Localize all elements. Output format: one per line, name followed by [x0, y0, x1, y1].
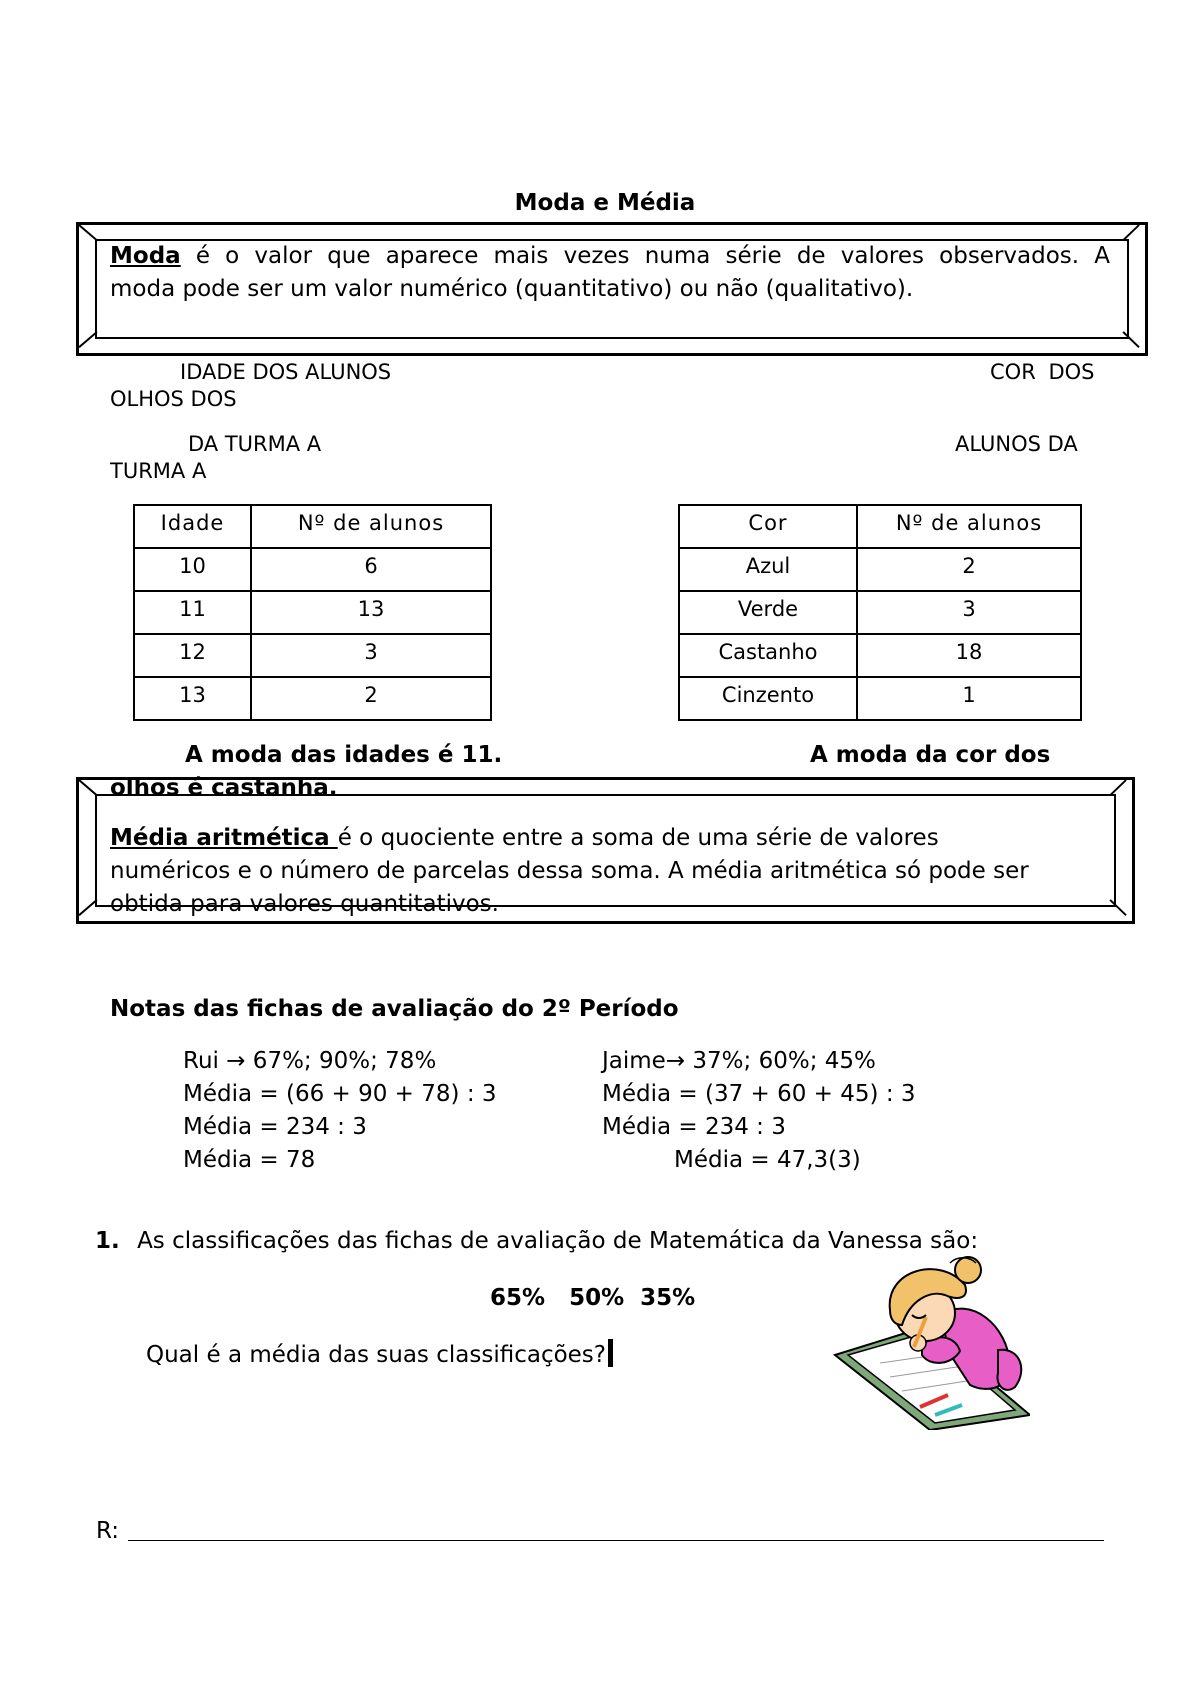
table-row — [134, 548, 491, 591]
page-title: Moda e Média — [514, 190, 696, 216]
jaime-grades: Jaime→ 37%; 60%; 45% — [602, 1048, 876, 1074]
table-row — [134, 677, 491, 720]
media-definition-line3: obtida para valores quantitativos. — [110, 891, 499, 917]
age-cell: 11 — [134, 591, 251, 634]
notes-heading: Notas das fichas de avaliação do 2º Período — [110, 996, 679, 1022]
media-definition-line2: numéricos e o número de parcelas dessa soma. A média aritmética só pode ser — [110, 858, 1029, 884]
age-cell: 13 — [134, 677, 251, 720]
rui-grades: Rui → 67%; 90%; 78% — [183, 1048, 437, 1074]
age-caption-line2: DA TURMA A — [188, 432, 322, 456]
media-definition-text — [110, 822, 1110, 921]
table-row — [679, 548, 1081, 591]
count-cell: 13 — [251, 591, 491, 634]
table-row — [679, 591, 1081, 634]
rui-calculation — [183, 1045, 497, 1177]
count-cell: 1 — [857, 677, 1081, 720]
caption-wrap-line1: OLHOS DOS — [110, 387, 237, 411]
age-caption-line1: IDADE DOS ALUNOS — [180, 360, 392, 384]
color-header-count: Nº de alunos — [857, 505, 1081, 548]
rui-sum: Média = 234 : 3 — [183, 1114, 367, 1140]
age-header-idade: Idade — [134, 505, 251, 548]
age-table — [133, 504, 492, 721]
count-cell: 3 — [857, 591, 1081, 634]
moda-color-result-1: A moda da cor dos — [810, 742, 1051, 768]
count-cell: 2 — [251, 677, 491, 720]
exercise-text: As classificações das fichas de avaliação de Matemática da Vanessa são: — [137, 1228, 979, 1254]
rui-formula: Média = (66 + 90 + 78) : 3 — [183, 1081, 497, 1107]
table-row — [679, 677, 1081, 720]
exercise-question-wrap — [146, 1339, 613, 1368]
exercise-statement — [95, 1228, 978, 1254]
color-header-cor: Cor — [679, 505, 857, 548]
count-cell: 2 — [857, 548, 1081, 591]
media-term: Média aritmética — [110, 825, 338, 851]
table-row — [134, 634, 491, 677]
moda-definition-line1: é o valor que aparece mais vezes numa série de valores observados. A — [180, 243, 1110, 269]
jaime-calculation — [602, 1045, 916, 1177]
exercise-number: 1. — [95, 1228, 120, 1254]
count-cell: 6 — [251, 548, 491, 591]
table-row — [134, 591, 491, 634]
jaime-result: Média = 47,3(3) — [674, 1147, 861, 1173]
age-cell: 12 — [134, 634, 251, 677]
moda-color-result-2: olhos é castanha. — [110, 775, 338, 801]
caption-wrap-line2: TURMA A — [110, 459, 207, 483]
rui-result: Média = 78 — [183, 1147, 316, 1173]
jaime-formula: Média = (37 + 60 + 45) : 3 — [602, 1081, 916, 1107]
table-row — [679, 634, 1081, 677]
color-cell: Castanho — [679, 634, 857, 677]
color-cell: Azul — [679, 548, 857, 591]
color-caption-line2: ALUNOS DA — [955, 432, 1078, 456]
color-table — [678, 504, 1082, 721]
answer-label: R: — [96, 1518, 120, 1544]
exercise-question: Qual é a média das suas classificações? — [146, 1342, 606, 1368]
color-caption-line1: COR DOS — [990, 360, 1095, 384]
count-cell: 3 — [251, 634, 491, 677]
count-cell: 18 — [857, 634, 1081, 677]
moda-ages-result: A moda das idades é 11. — [185, 742, 503, 768]
text-cursor — [608, 1339, 613, 1367]
answer-input-line[interactable] — [128, 1540, 1104, 1541]
jaime-sum: Média = 234 : 3 — [602, 1114, 786, 1140]
age-cell: 10 — [134, 548, 251, 591]
color-cell: Verde — [679, 591, 857, 634]
age-header-count: Nº de alunos — [251, 505, 491, 548]
moda-definition-text — [110, 240, 1110, 306]
exercise-grades: 65% 50% 35% — [490, 1285, 696, 1311]
color-cell: Cinzento — [679, 677, 857, 720]
girl-writing-illustration — [830, 1255, 1030, 1430]
moda-term: Moda — [110, 243, 181, 269]
moda-definition-line2: moda pode ser um valor numérico (quantitativo) ou não (qualitativo). — [110, 276, 914, 302]
media-definition-line1: é o quociente entre a soma de uma série de valores — [337, 825, 939, 851]
